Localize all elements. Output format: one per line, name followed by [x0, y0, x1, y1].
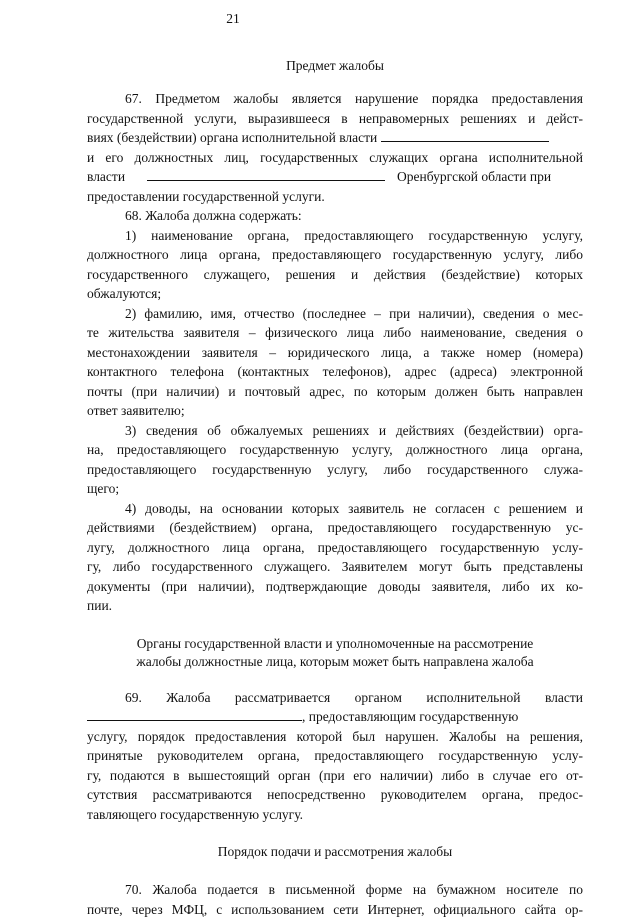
text-line: 4) доводы, на основании которых заявитель не согласен с решением и — [87, 499, 583, 519]
text-line: принятые руководителем органа, предоставляющего государственную услу- — [87, 746, 583, 766]
text-line: щего; — [87, 479, 583, 499]
text-line: ответ заявителю; — [87, 401, 583, 421]
text-line — [87, 707, 583, 727]
paragraph-67 — [87, 89, 583, 206]
text-line: 3) сведения об обжалуемых решениях и действиях (бездействии) орга- — [87, 421, 583, 441]
paragraph-68 — [87, 206, 583, 616]
text-line: действиями (бездействием) органа, предоставляющего государственную ус- — [87, 518, 583, 538]
section-heading-bodies: Органы государственной власти и уполномоченные на рассмотрение — [87, 635, 583, 653]
text-line: гу, либо государственного служащего. Заявителем могут быть представлены — [87, 557, 583, 577]
paragraph-69 — [87, 688, 583, 825]
text-line: гу, подаются в вышестоящий орган (при его наличии) либо в случае его от- — [87, 766, 583, 786]
text-line: 70. Жалоба подается в письменной форме на бумажном носителе по — [87, 880, 583, 900]
text-line: предоставлении государственной услуги. — [87, 187, 583, 207]
text-line: пии. — [87, 596, 583, 616]
text-line — [87, 167, 583, 187]
text-line: 67. Предметом жалобы является нарушение порядка предоставления — [87, 89, 583, 109]
text-fragment: власти — [87, 169, 125, 184]
text-line: тавляющего государственную услугу. — [87, 805, 583, 825]
text-line: 68. Жалоба должна содержать: — [87, 206, 583, 226]
text-line: сутствия рассматриваются непосредственно руководителем органа, предос- — [87, 785, 583, 805]
text-line: почте, через МФЦ, с использованием сети Интернет, официального сайта ор- — [87, 900, 583, 919]
text-fragment: , предоставляющим государственную — [302, 709, 518, 724]
text-line: и его должностных лиц, государственных служащих органа исполнительной — [87, 148, 583, 168]
page-number: 21 — [0, 11, 553, 27]
text-line: местонахождении заявителя – юридического лица, а также номер (номера) — [87, 343, 583, 363]
text-line: должностного лица органа, предоставляющего государственную услугу, либо — [87, 245, 583, 265]
text-fragment: Оренбургской области при — [397, 169, 551, 184]
text-line: 69. Жалоба рассматривается органом исполнительной власти — [87, 688, 583, 708]
section-heading-subject: Предмет жалобы — [87, 57, 583, 75]
text-line: 2) фамилию, имя, отчество (последнее – при наличии), сведения о мес- — [87, 304, 583, 324]
text-line: лугу, должностного лица органа, предоставляющего государственную услу- — [87, 538, 583, 558]
text-line: государственного служащего, решения и действия (бездействие) которых — [87, 265, 583, 285]
text-line — [87, 128, 583, 148]
section-heading-bodies-line2: жалобы должностные лица, которым может быть направлена жалоба — [87, 653, 583, 671]
text-line: документы (при наличии), подтверждающие доводы заявителя, либо их ко- — [87, 577, 583, 597]
text-line: контактного телефона (контактных телефонов), адрес (адреса) электронной — [87, 362, 583, 382]
fill-in-blank — [381, 129, 549, 142]
document-page — [87, 0, 583, 919]
text-line: почты (при наличии) и почтовый адрес, по которым должен быть направлен — [87, 382, 583, 402]
section-heading-procedure: Порядок подачи и рассмотрения жалобы — [87, 843, 583, 861]
fill-in-blank — [147, 168, 385, 181]
text-line: государственной услуги, выразившееся в неправомерных решениях и дейст- — [87, 109, 583, 129]
text-line: 1) наименование органа, предоставляющего государственную услугу, — [87, 226, 583, 246]
paragraph-70 — [87, 880, 583, 919]
text-line: те жительства заявителя – физического лица либо наименование, сведения о — [87, 323, 583, 343]
fill-in-blank — [87, 708, 302, 721]
text-line: предоставляющего государственную услугу, либо государственного служа- — [87, 460, 583, 480]
text-line: обжалуются; — [87, 284, 583, 304]
text-line: на, предоставляющего государственную услугу, должностного лица органа, — [87, 440, 583, 460]
text-line: услугу, порядок предоставления которой был нарушен. Жалобы на решения, — [87, 727, 583, 747]
text-fragment: виях (бездействии) органа исполнительной власти — [87, 130, 377, 145]
